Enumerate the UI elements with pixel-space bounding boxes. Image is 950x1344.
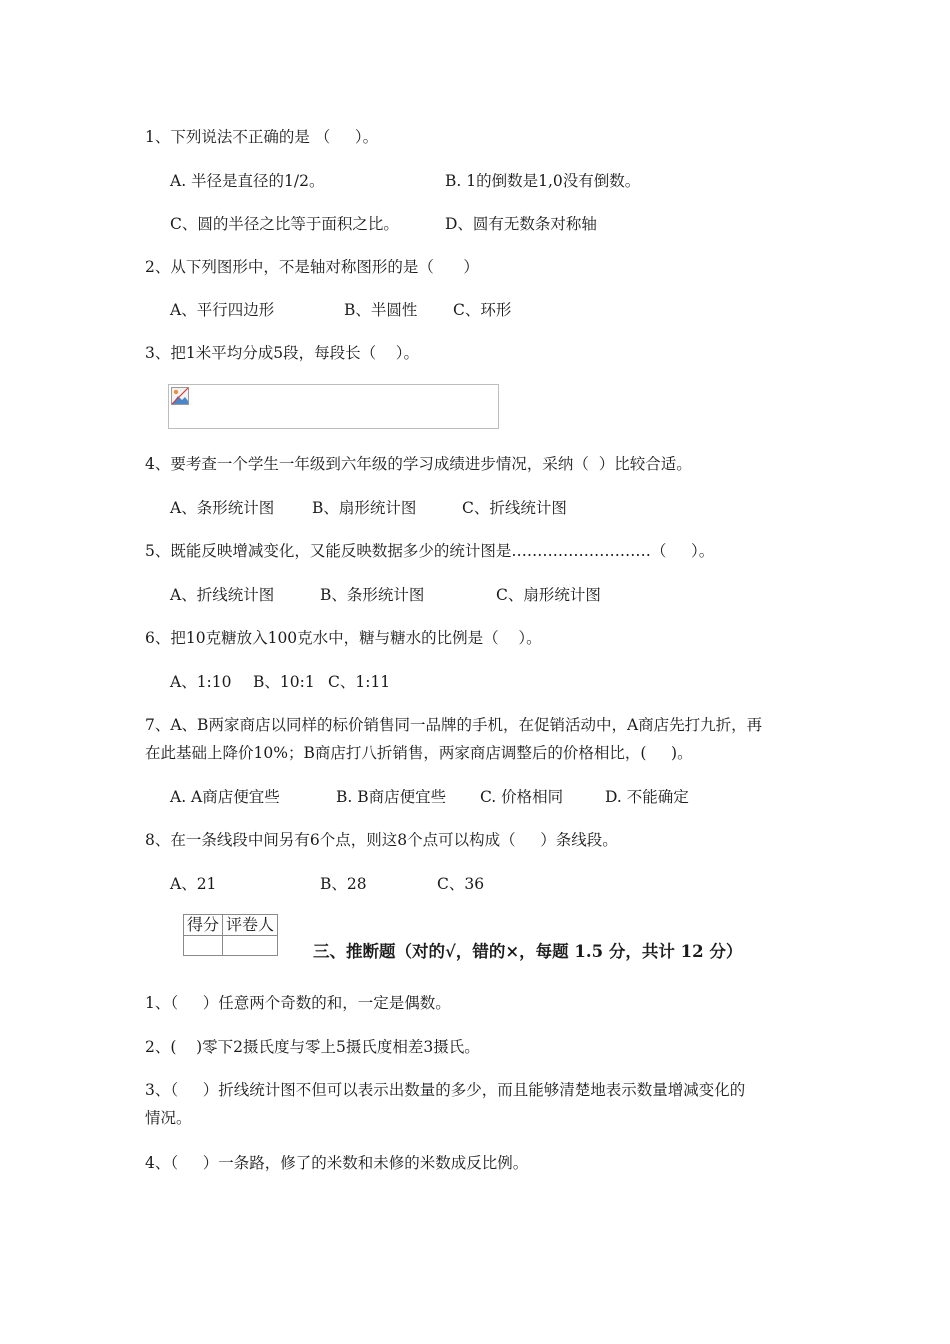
question-5-option-a: A、折线统计图: [170, 586, 275, 604]
question-3-stem: 3、把1米平均分成5段，每段长（ ）。: [145, 344, 420, 362]
question-7-stem-line-2: 在此基础上降价10%；B商店打八折销售，两家商店调整后的价格相比，( )。: [145, 744, 693, 762]
judge-question-1: 1、（ ）任意两个奇数的和，一定是偶数。: [145, 994, 451, 1012]
score-cell[interactable]: [184, 936, 223, 956]
question-6-option-b: B、10:1: [253, 673, 315, 691]
question-1-option-d: D、圆有无数条对称轴: [445, 215, 597, 233]
judge-question-4: 4、（ ）一条路，修了的米数和未修的米数成反比例。: [145, 1154, 529, 1172]
question-8-option-b: B、28: [320, 875, 367, 893]
judge-question-2: 2、( )零下2摄氏度与零上5摄氏度相差3摄氏。: [145, 1038, 480, 1056]
question-5-option-c: C、扇形统计图: [496, 586, 601, 604]
score-header: 得分: [184, 915, 223, 936]
question-7-option-d: D. 不能确定: [605, 788, 689, 806]
question-1-option-a: A. 半径是直径的1/2。: [170, 172, 325, 190]
question-1-option-b: B. 1的倒数是1,0没有倒数。: [445, 172, 641, 190]
question-4-stem: 4、要考查一个学生一年级到六年级的学习成绩进步情况，采纳（ ）比较合适。: [145, 455, 692, 473]
question-1-stem: 1、下列说法不正确的是 （ ）。: [145, 128, 379, 146]
question-7-stem-line-1: 7、A、B两家商店以同样的标价销售同一品牌的手机，在促销活动中，A商店先打九折，再: [145, 716, 763, 734]
question-6-option-a: A、1:10: [170, 673, 232, 691]
question-8-option-c: C、36: [437, 875, 485, 893]
question-8-stem: 8、在一条线段中间另有6个点，则这8个点可以构成（ ）条线段。: [145, 831, 618, 849]
question-5-stem: 5、既能反映增减变化，又能反映数据多少的统计图是………………………（ ）。: [145, 542, 715, 560]
question-4-option-b: B、扇形统计图: [312, 499, 417, 517]
question-1-option-c: C、圆的半径之比等于面积之比。: [170, 215, 399, 233]
question-7-option-c: C. 价格相同: [480, 788, 564, 806]
grader-cell[interactable]: [223, 936, 278, 956]
grader-header: 评卷人: [223, 915, 278, 936]
judge-question-3-line-1: 3、（ ）折线统计图不但可以表示出数量的多少，而且能够清楚地表示数量增减变化的: [145, 1081, 746, 1099]
question-4-option-a: A、条形统计图: [170, 499, 275, 517]
question-2-stem: 2、从下列图形中，不是轴对称图形的是（ ）: [145, 258, 479, 276]
question-8-option-a: A、21: [170, 875, 217, 893]
broken-image-placeholder: [168, 384, 499, 429]
score-table: [183, 914, 278, 956]
question-2-option-a: A、平行四边形: [170, 301, 275, 319]
question-6-option-c: C、1:11: [328, 673, 391, 691]
question-7-option-b: B. B商店便宜些: [336, 788, 447, 806]
question-2-option-b: B、半圆性: [344, 301, 418, 319]
question-6-stem: 6、把10克糖放入100克水中，糖与糖水的比例是（ ）。: [145, 629, 542, 647]
question-7-option-a: A. A商店便宜些: [170, 788, 280, 806]
question-4-option-c: C、折线统计图: [462, 499, 567, 517]
question-5-option-b: B、条形统计图: [320, 586, 425, 604]
broken-image-icon: [171, 387, 189, 405]
section-title: 三、推断题（对的√，错的×，每题 1.5 分，共计 12 分）: [313, 942, 743, 961]
judge-question-3-line-2: 情况。: [145, 1109, 192, 1127]
question-2-option-c: C、环形: [453, 301, 512, 319]
